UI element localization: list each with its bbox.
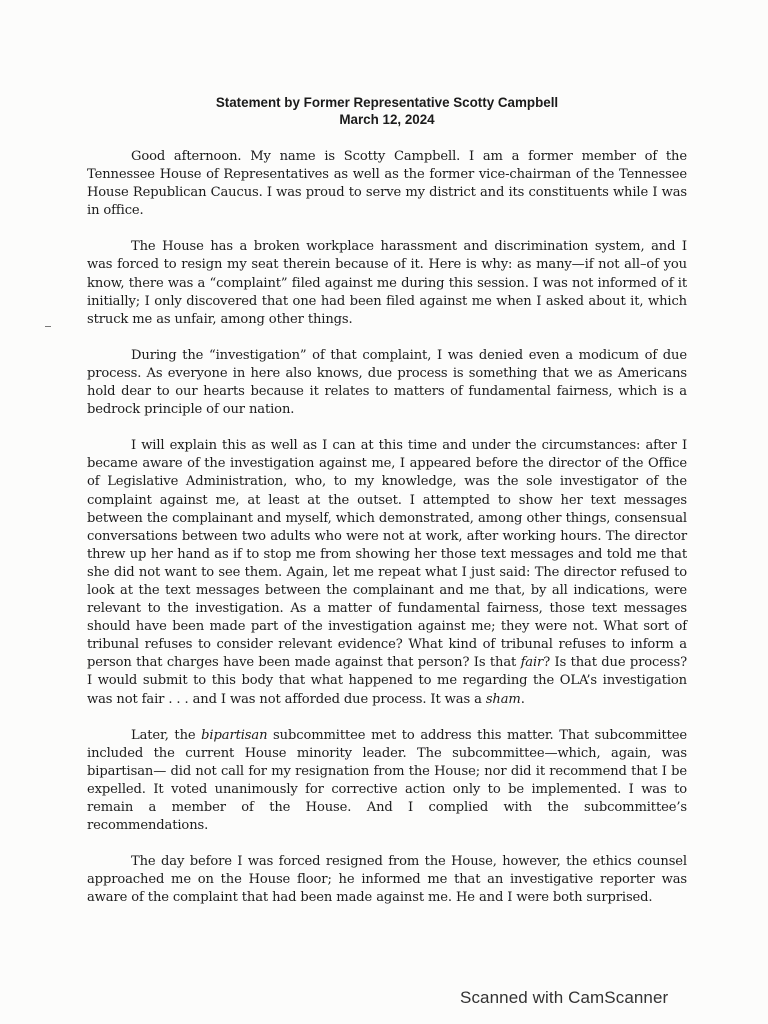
emphasized-text: bipartisan [201, 727, 268, 743]
paragraph-day-before [87, 853, 687, 907]
document-title: Statement by Former Representative Scotty Campbell [215, 95, 559, 110]
scanner-watermark: Scanned with CamScanner [460, 988, 669, 1007]
paragraph-intro [87, 148, 687, 220]
statement-document [87, 94, 687, 925]
paragraph-subcommittee [87, 727, 687, 836]
paragraph-text: Good afternoon. My name is Scotty Campbell. I am a former member of the Tennessee House of Representatives as well as the former vice-chairman of the Tennessee House Republican Caucus. I was proud to serve my district and its constituents while I was in office. [87, 149, 687, 219]
emphasized-text: fair [520, 655, 544, 671]
scan-artifact-mark [45, 326, 51, 327]
paragraph-broken-system [87, 238, 687, 328]
document-date: March 12, 2024 [339, 112, 435, 127]
paragraph-text: The day before I was forced resigned from the House, however, the ethics counsel approached me on the House floor; he informed me that an investigative reporter was aware of the complaint that had been made against me. He and I were both surprised. [87, 854, 687, 906]
paragraph-text: During the “investigation” of that complaint, I was denied even a modicum of due process. As everyone in here also knows, due process is something that we as Americans hold dear to our hearts because it relates to matters of fundamental fairness, which is a bedrock principle of our nation. [87, 347, 687, 418]
paragraph-text: subcommittee met to address this matter. That subcommittee included the current House minority leader. The subcommittee—which, again, was bipartisan— did not call for my resignation from the House; nor did it recommend that I be expelled. It voted unanimously for corrective action only to be implemented. I was to remain a member of the House. And I complied with the subcommittee’s recommendations. [87, 727, 687, 834]
paragraph-text: . [520, 691, 525, 707]
emphasized-text: sham [485, 691, 521, 707]
paragraph-text: I will explain this as well as I can at this time and under the circumstances: after I became aware of the investigation against me, I appeared before the director of the Office of Legislative Administration, who, to my knowledge, was the sole investigator of the complaint against me, at least at the outset. I attempted to show her text messages between the complainant and myself, which demonstrated, among other things, consensual conversations between two adults who were not at work, after working hours. The director threw up her hand as if to stop me from showing her those text messages and told me that she did not want to see them. Again, let me repeat what I just said: The director refused to look at the text messages between the complainant and me that, by all indications, were relevant to the investigation. As a matter of fundamental fairness, those text messages should have been made part of the investigation against me; they were not. What sort of tribunal refuses to consider relevant evidence? What kind of tribunal refuses to inform a person that charges have been made against that person? Is that [87, 438, 687, 671]
paragraph-explanation [87, 437, 687, 708]
paragraph-text: ? Is that due process? I would submit to this body that what happened to me regarding the OLA’s investigation was not fair . . . and I was not afforded due process. It was a [87, 655, 688, 707]
paragraph-text: Later, the [131, 727, 202, 743]
paragraph-due-process [87, 347, 687, 419]
paragraph-text: The House has a broken workplace harassment and discrimination system, and I was forced to resign my seat therein because of it. Here is why: as many—if not all–of you know, there was a “complaint” filed against me during this session. I was not informed of it initially; I only discovered that one had been filed against me when I asked about it, which struck me as unfair, among other things. [87, 239, 687, 327]
